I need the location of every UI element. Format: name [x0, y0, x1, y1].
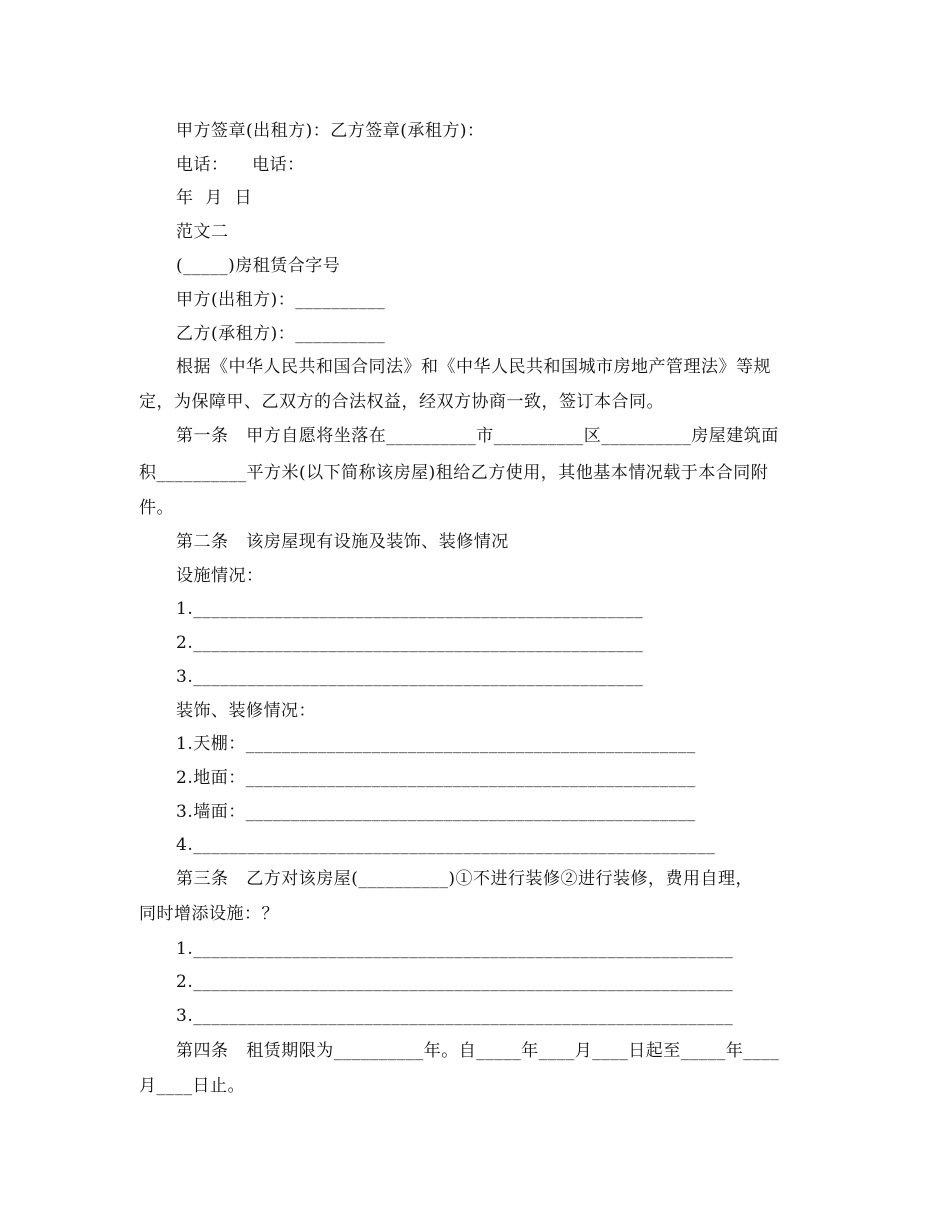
article-4-line-1: 第四条 租赁期限为__________年。自_____年____月____日起至_____年____: [176, 1041, 780, 1061]
section-title: 范文二: [176, 222, 229, 242]
date-line: 年 月 日: [176, 188, 253, 208]
facility-item-1: 1.__________________________________________________: [176, 599, 644, 619]
article-1-line-2: 积__________平方米(以下简称该房屋)租给乙方使用，其他基本情况载于本合同附: [139, 463, 769, 483]
article-3-line-1: 第三条 乙方对该房屋(__________)①不进行装修②进行装修，费用自理，: [176, 869, 753, 889]
article-1-line-3: 件。: [139, 498, 174, 518]
phone-line: 电话： 电话：: [176, 155, 305, 175]
article-2-heading: 第二条 该房屋现有设施及装饰、装修情况: [176, 532, 509, 552]
facilities-heading: 设施情况：: [176, 566, 264, 586]
party-a-line: 甲方(出租方)：__________: [176, 290, 386, 310]
facility-item-3: 3.__________________________________________________: [176, 667, 644, 687]
preamble-line-1: 根据《中华人民共和国合同法》和《中华人民共和国城市房地产管理法》等规: [176, 357, 771, 377]
addition-item-2: 2.____________________________________________________________: [176, 972, 734, 992]
party-b-line: 乙方(承租方)：__________: [176, 324, 386, 344]
addition-item-1: 1.____________________________________________________________: [176, 939, 734, 959]
preamble-line-2: 定，为保障甲、乙双方的合法权益，经双方协商一致，签订本合同。: [139, 392, 664, 412]
contract-number: (_____)房租赁合字号: [176, 256, 341, 276]
article-1-line-1: 第一条 甲方自愿将坐落在__________市__________区__________房屋建筑面: [176, 426, 779, 446]
decoration-item-wall: 3.墙面：__________________________________________________: [176, 802, 696, 822]
decoration-item-floor: 2.地面：__________________________________________________: [176, 768, 696, 788]
article-3-line-2: 同时增添设施：？: [139, 904, 279, 924]
addition-item-3: 3.____________________________________________________________: [176, 1006, 734, 1026]
decoration-item-4: 4.__________________________________________________________: [176, 835, 716, 855]
decoration-item-ceiling: 1.天棚：__________________________________________________: [176, 734, 696, 754]
facility-item-2: 2.__________________________________________________: [176, 633, 644, 653]
decoration-heading: 装饰、装修情况：: [176, 701, 316, 721]
article-4-line-2: 月____日止。: [139, 1076, 245, 1096]
signature-line: 甲方签章(出租方)：乙方签章(承租方)：: [176, 121, 485, 141]
